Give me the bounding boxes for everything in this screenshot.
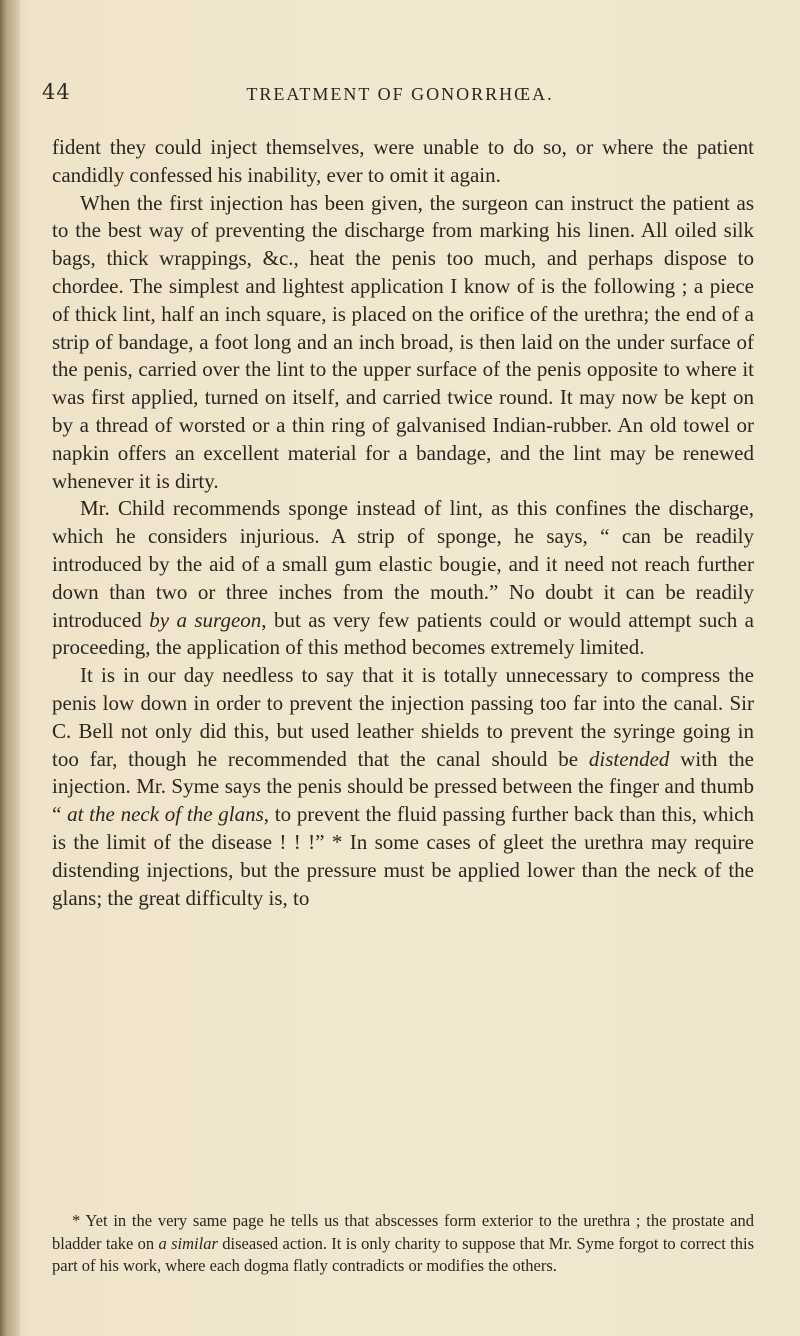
text-run: with the injection. Mr. Syme says the penis should be pressed between the finger and thumb “ xyxy=(52,746,754,827)
body-text xyxy=(52,134,754,912)
running-head xyxy=(42,80,758,114)
italic-text: by a surgeon xyxy=(149,607,262,632)
text-run: fident they could inject themselves, were unable to do so, or where the patient candidly confessed his inability, ever to omit it again. xyxy=(52,135,754,187)
footnotes xyxy=(52,1210,754,1278)
italic-text: a similar xyxy=(158,1233,218,1253)
paragraph xyxy=(52,134,754,190)
footnote xyxy=(52,1210,754,1278)
paragraph xyxy=(52,495,754,662)
text-run: diseased action. It is only charity to suppose that Mr. Syme forgot to correct this part of his work, where each dogma flatly contradicts or modifies the others. xyxy=(52,1233,755,1275)
italic-text: distended xyxy=(588,746,670,771)
italic-text: at the neck of the glans xyxy=(67,802,264,827)
text-run: * Yet in the very same page he tells us that abscesses form exterior to the urethra ; the prostate and bladder take on xyxy=(52,1211,754,1253)
paragraph xyxy=(52,662,754,912)
text-run: Mr. Child recommends sponge instead of lint, as this confines the discharge, which he considers injurious. A strip of sponge, he says, “ can be readily introduced by the aid of a small gum elastic bougie, and it need not reach further down than two or three inches from the mouth.” No doubt it can be readily introduced xyxy=(52,496,754,632)
page-gutter-shadow xyxy=(0,0,20,1336)
paragraph xyxy=(52,190,754,496)
text-run: It is in our day needless to say that it is totally unnecessary to compress the penis low down in order to prevent the injection passing too far into the canal. Sir C. Bell not only did this, but used leather shields to prevent the syringe going in too far, though he recommended that the canal should be xyxy=(52,663,754,771)
text-run: When the first injection has been given, the surgeon can instruct the patient as to the best way of preventing the discharge from marking his linen. All oiled silk bags, thick wrappings, &c., heat the penis too much, and perhaps dispose to chordee. The simplest and lightest application I know of is the following ; a piece of thick lint, half an inch square, is placed on the orifice of the urethra; the end of a strip of bandage, a foot long and an inch broad, is then laid on the under surface of the penis, carried over the lint to the upper surface of the penis opposite to where it was first applied, turned on itself, and carried twice round. It may now be kept on by a thread of worsted or a thin ring of galvanised Indian-rubber. An old towel or napkin offers an excellent material for a bandage, and the lint may be renewed whenever it is dirty. xyxy=(52,190,754,493)
running-head-title: TREATMENT OF GONORRHŒA. xyxy=(246,84,554,104)
text-run: , but as very few patients could or would attempt such a proceeding, the application of this method becomes extremely limited. xyxy=(52,607,754,660)
text-run: , to prevent the fluid passing further back than this, which is the limit of the disease ! ! !” * In some cases of gleet the urethra may require distending injections, but the pressure must be applied lower than the neck of the glans; the great difficulty is, to xyxy=(52,802,754,910)
page-number: 44 xyxy=(42,80,71,104)
